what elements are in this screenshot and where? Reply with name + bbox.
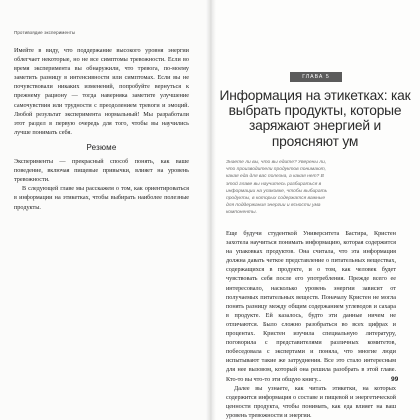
page-number: 99	[391, 376, 399, 383]
summary-paragraph: В следующей главе мы расскажем о том, как ориентироваться в информации на этикетках, чтобы выбирать наиболее полезные продукты.	[14, 185, 189, 211]
left-page-body	[14, 46, 189, 212]
right-page-body	[226, 229, 399, 420]
summary-paragraph: Эксперименты — прекрасный способ понять, как ваше поведение, включая пищевые привычки, влияет на уровень тревожности.	[14, 158, 189, 184]
chapter-intro: Знаете ли вы, что вы едите? Уверены ли, что производители продуктов понимают, какая еда для вас полезна, а какая нет? В этой главе вы научитесь разбираться в информации на упаковке, чтобы выбирать продукты, в которых содержатся важные для поддержания энергии и ясности ума компоненты.	[226, 160, 328, 216]
body-paragraph: Далее вы узнаете, как читать этикетки, на которых содержится информация о составе и пищевой и энергетической ценности продукта, чтобы понимать, как еда влияет на ваш уровень тревожности и энергии.	[226, 384, 396, 419]
body-paragraph: Еще будучи студенткой Университета Бастира, Кристен захотела научиться понимать информацию, которая содержится на упаковках продуктов. Она считала, что эта информация должна давать четкое представление о питательных веществах, содержащихся в продукте, и о том, как человек будет чувствовать себя после его употребления. Прежде всего ее интересовало, насколько уровень энергии зависит от получаемых питательных веществ. Поначалу Кристен не могла понять разницу между общим содержанием углеводов и сахара в продукте. Ей казалось, будто эти данные ничем не отличаются. Было сложно разобраться во всех цифрах и процентах. Кристен изучила специальную литературу, поговорила с представителями различных комитетов, побеседовала с экспертами и поняла, что многие люди испытывают такие же затруднения. Все это стало интересным для нее вызовом, который она решила разобрать в этой главе. Кто-то вы что-то эти общую книгу...	[226, 230, 396, 383]
book-gutter	[206, 0, 216, 420]
chapter-title: Информация на этикетках: как выбрать продукты, которые заряжают энергией и проясняют ум	[219, 88, 411, 149]
body-paragraph: Имейте в виду, что поддержание высокого уровня энергии облегчает некоторые, но не все симптомы тревожности. Если во время эксперимента вы обнаружили, что тревога, по-моему заметить разницу в интенсивности или симптомах. Если вы не почувствовали никаких изменений, попробуйте вернуться к прежнему рациону — тогда наверняка заметите улучшение самочувствия или трудности с преодолением тревоги и эмоций. Любой результат эксперимента нормальный! Мы разработали этот раздел в первую очередь для того, чтобы вы научились лучше понимать себя.	[14, 47, 189, 136]
chapter-label: ГЛАВА 5	[290, 72, 342, 82]
summary-heading: Резюме	[86, 142, 117, 152]
running-header: Противоядие эксперименты	[14, 30, 76, 35]
